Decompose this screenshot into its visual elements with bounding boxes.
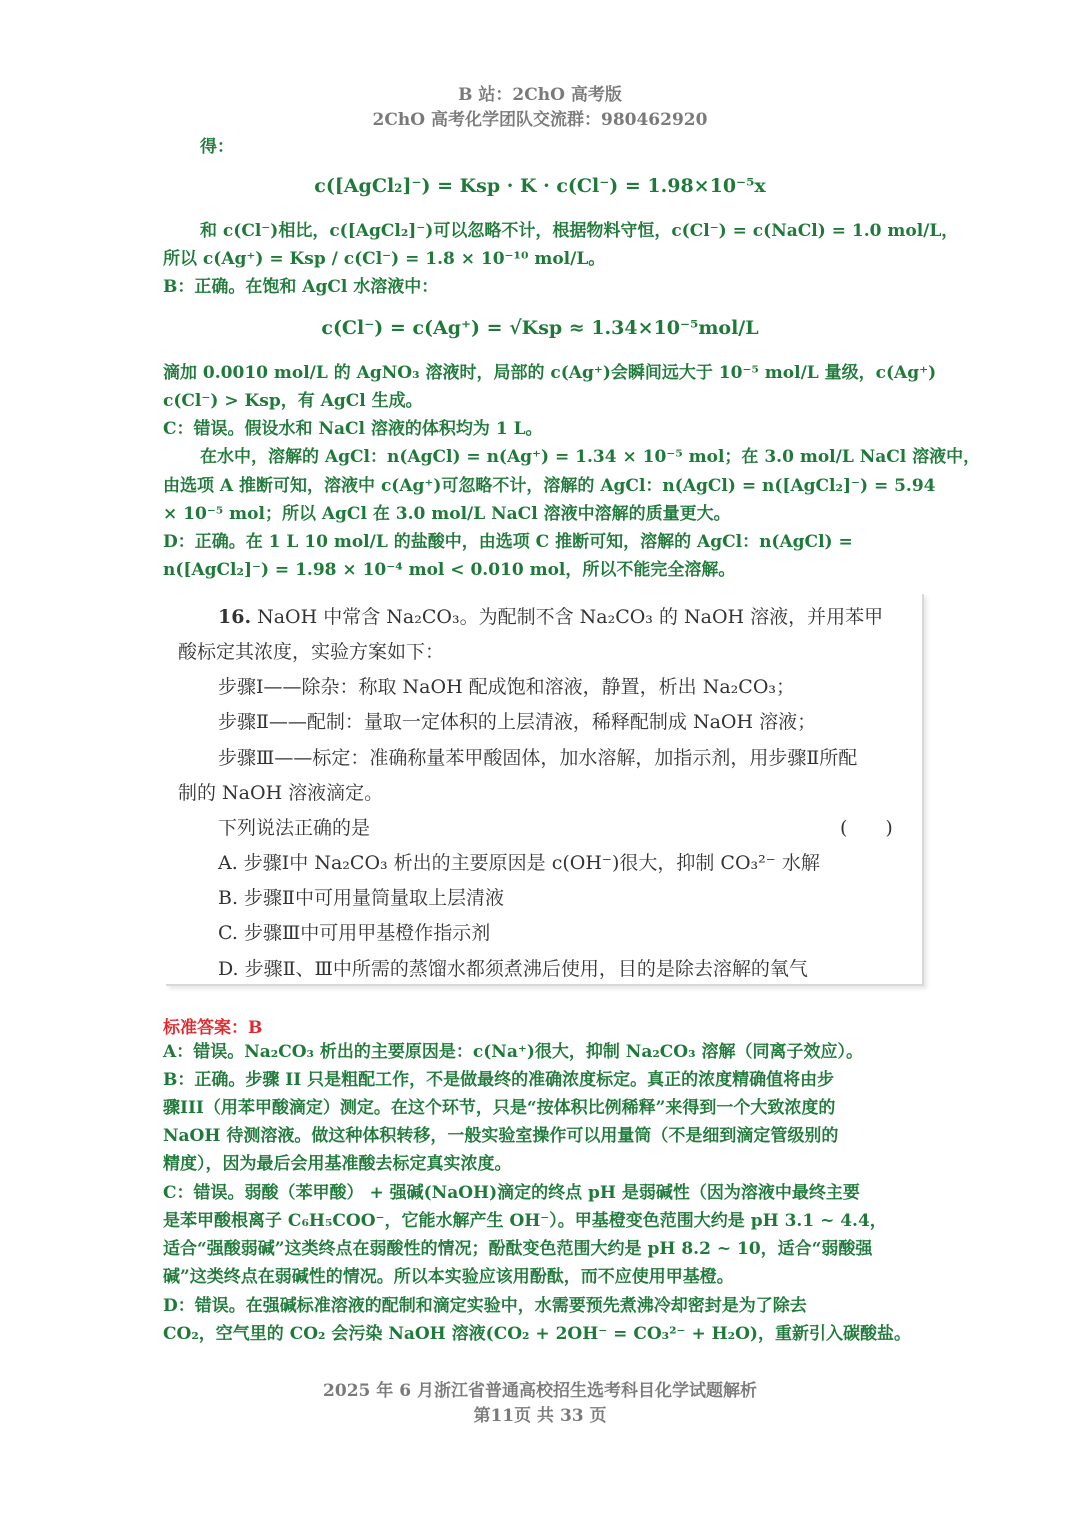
answer-b-1: B：正确。步骤 II 只是粗配工作，不是做最终的准确浓度标定。真正的浓度精确值将由步 — [163, 1070, 835, 1090]
d-line1: D：正确。在 1 L 10 mol/L 的盐酸中，由选项 C 推断可知，溶解的 AgCl：n(AgCl) = — [163, 532, 853, 552]
question-number: 16. — [218, 606, 252, 628]
step-3-a: 步骤Ⅲ——标定：准确称量苯甲酸固体，加水溶解，加指示剂，用步骤Ⅱ所配 — [218, 747, 858, 769]
p3-line1: 在水中，溶解的 AgCl：n(AgCl) = n(Ag⁺) = 1.34 × 10⁻⁵ mol；在 3.0 mol/L NaCl 溶液中， — [200, 447, 981, 467]
answer-c-3: 适合“强酸弱碱”这类终点在弱酸性的情况；酚酞变色范围大约是 pH 8.2 ~ 10，适合“弱酸强 — [163, 1239, 873, 1259]
answer-c-2: 是苯甲酸根离子 C₆H₅COO⁻，它能水解产生 OH⁻）。甲基橙变色范围大约是 pH 3.1 ~ 4.4， — [163, 1211, 887, 1231]
answer-b-2: 骤III（用苯甲酸滴定）测定。在这个环节，只是“按体积比例稀释”来得到一个大致浓度的 — [163, 1098, 836, 1118]
answer-c-4: 碱”这类终点在弱碱性的情况。所以本实验应该用酚酞，而不应使用甲基橙。 — [163, 1267, 734, 1287]
c-line: C：错误。假设水和 NaCl 溶液的体积均为 1 L。 — [163, 419, 543, 439]
question-prompt: 下列说法正确的是 — [218, 817, 371, 839]
p1-line1: 和 c(Cl⁻)相比，c([AgCl₂]⁻)可以忽略不计，根据物料守恒，c(Cl⁻) = c(NaCl) = 1.0 mol/L， — [200, 221, 959, 241]
step-2: 步骤Ⅱ——配制：量取一定体积的上层清液，稀释配制成 NaOH 溶液； — [218, 711, 817, 733]
option-d: D. 步骤Ⅱ、Ⅲ中所需的蒸馏水都须煮沸后使用，目的是除去溶解的氧气 — [218, 958, 808, 980]
answer-b-4: 精度），因为最后会用基准酸去标定真实浓度。 — [163, 1154, 512, 1174]
answer-c-1: C：错误。弱酸（苯甲酸） + 强碱(NaOH)滴定的终点 pH 是弱碱性（因为溶液中最终主要 — [163, 1183, 860, 1203]
p1-line2: 所以 c(Ag⁺) = Ksp / c(Cl⁻) = 1.8 × 10⁻¹⁰ mol/L。 — [163, 249, 606, 269]
option-c: C. 步骤Ⅲ中可用甲基橙作指示剂 — [218, 922, 491, 944]
answer-title: 标准答案：B — [163, 1018, 263, 1038]
formula-ksp: c(Cl⁻) = c(Ag⁺) = √Ksp ≈ 1.34×10⁻⁵mol/L — [321, 317, 759, 339]
answer-d-1: D：错误。在强碱标准溶液的配制和滴定实验中，水需要预先煮沸冷却密封是为了除去 — [163, 1296, 807, 1316]
question-stem-text: NaOH 中常含 Na₂CO₃。为配制不含 Na₂CO₃ 的 NaOH 溶液，并用苯甲 — [257, 606, 884, 628]
answer-b-3: NaOH 待测溶液。做这种体积转移，一般实验室操作可以用量筒（不是细到滴定管级别的 — [163, 1126, 839, 1146]
p2-line2: c(Cl⁻) > Ksp，有 AgCl 生成。 — [163, 391, 423, 411]
option-a: A. 步骤Ⅰ中 Na₂CO₃ 析出的主要原因是 c(OH⁻)很大，抑制 CO₃²⁻ 水解 — [218, 852, 820, 874]
p3-line2: 由选项 A 推断可知，溶液中 c(Ag⁺)可忽略不计，溶解的 AgCl：n(AgCl) = n([AgCl₂]⁻) = 5.94 — [163, 476, 936, 496]
footer-title: 2025 年 6 月浙江省普通高校招生选考科目化学试题解析 — [323, 1381, 757, 1401]
b-line: B：正确。在饱和 AgCl 水溶液中： — [163, 277, 439, 297]
step-3-b: 制的 NaOH 溶液滴定。 — [178, 782, 384, 804]
header-site: B 站：2ChO 高考版 — [458, 85, 622, 105]
option-b: B. 步骤Ⅱ中可用量筒量取上层清液 — [218, 887, 504, 909]
p3-line3: × 10⁻⁵ mol；所以 AgCl 在 3.0 mol/L NaCl 溶液中溶解的质量更大。 — [163, 504, 731, 524]
d-line2: n([AgCl₂]⁻) = 1.98 × 10⁻⁴ mol < 0.010 mol，所以不能完全溶解。 — [163, 560, 736, 580]
de-label: 得： — [200, 137, 234, 157]
header-group: 2ChO 高考化学团队交流群：980462920 — [372, 110, 708, 130]
step-1: 步骤Ⅰ——除杂：称取 NaOH 配成饱和溶液，静置，析出 Na₂CO₃； — [218, 676, 796, 698]
answer-d-2: CO₂，空气里的 CO₂ 会污染 NaOH 溶液(CO₂ + 2OH⁻ = CO₃²⁻ + H₂O)，重新引入碳酸盐。 — [163, 1324, 911, 1344]
question-stem-1 — [218, 602, 883, 629]
formula-agcl2: c([AgCl₂]⁻) = Ksp · K · c(Cl⁻) = 1.98×10⁻⁵x — [314, 175, 766, 197]
footer-page: 第11页 共 33 页 — [473, 1406, 607, 1426]
question-stem-2: 酸标定其浓度，实验方案如下： — [178, 641, 445, 663]
answer-a: A：错误。Na₂CO₃ 析出的主要原因是：c(Na⁺)很大，抑制 Na₂CO₃ 溶解（同离子效应）。 — [163, 1042, 863, 1062]
answer-blank: ( ) — [840, 817, 893, 839]
p2-line1: 滴加 0.0010 mol/L 的 AgNO₃ 溶液时，局部的 c(Ag⁺)会瞬间远大于 10⁻⁵ mol/L 量级，c(Ag⁺) — [163, 363, 937, 383]
